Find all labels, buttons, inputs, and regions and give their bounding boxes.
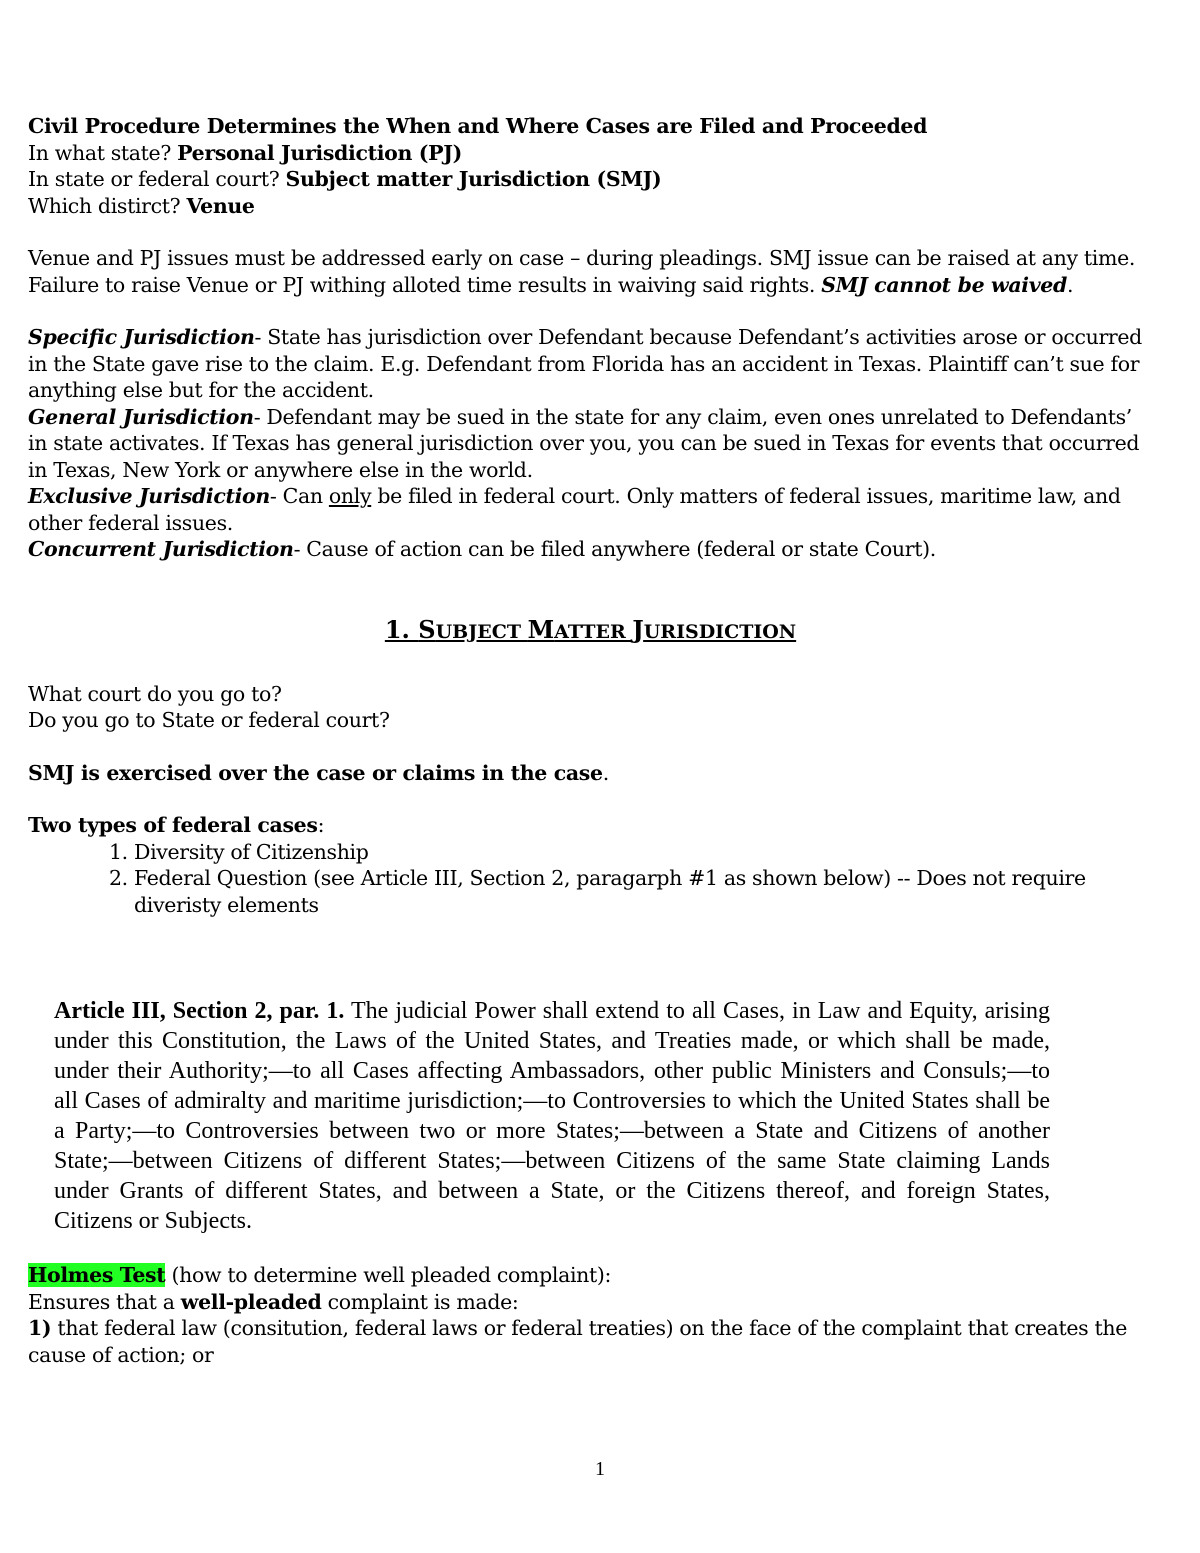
question-line: Do you go to State or federal court? [28, 708, 390, 732]
definition-text: - State has jurisdiction over Defendant because Defendant’s activities arose or occurred in the State gave rise to the claim. E.g. Defendant from Florida has an accident in Texas. Plaintiff can’t sue for anything else but for the accident. [28, 325, 1142, 402]
holmes-item-text: that federal law (consitution, federal laws or federal treaties) on the face of the complaint that creates the cause of action; or [28, 1316, 1128, 1367]
intro-question: In state or federal court? [28, 167, 286, 191]
holmes-line [28, 1289, 1153, 1316]
holmes-line-text: Ensures that a [28, 1289, 181, 1314]
section-heading [28, 615, 1153, 647]
page-content [28, 113, 1153, 1368]
holmes-term: Holmes Test [28, 1263, 166, 1287]
page-number: 1 [595, 1458, 605, 1480]
intro-row-venue [28, 193, 1153, 220]
smj-statement [28, 760, 1153, 787]
list-item: 1. Diversity of Citizenship [134, 839, 1153, 866]
venue-text: Venue and PJ issues must be addressed early on case – during pleadings. SMJ issue can be raised at any time. Failure to raise Venue or PJ withing alloted time results in waiving said rights. [28, 246, 1136, 297]
definition-term: Concurrent Jurisdiction [28, 537, 294, 561]
types-heading-text: Two types of federal cases [28, 813, 318, 837]
article-excerpt [54, 996, 1050, 1236]
intro-answer: Subject matter Jurisdiction (SMJ) [285, 167, 662, 191]
intro-row-smj [28, 166, 1153, 193]
definition-specific [28, 324, 1153, 404]
venue-paragraph [28, 245, 1153, 298]
definition-text: - Can [269, 484, 329, 508]
section-heading-letter: S [418, 614, 436, 644]
types-heading-colon: : [317, 813, 325, 837]
intro-answer: Personal Jurisdiction (PJ) [177, 140, 462, 165]
definition-general [28, 404, 1153, 484]
definition-term: Specific Jurisdiction [28, 325, 255, 349]
definition-concurrent [28, 536, 1153, 563]
article-citation: Article III, Section 2, par. 1. [54, 998, 345, 1024]
section-heading-smallcaps: URISDICTION [643, 620, 797, 643]
holmes-line-bold: well-pleaded [180, 1289, 322, 1314]
section-heading-smallcaps: ATTER [554, 620, 633, 643]
holmes-item [28, 1315, 1153, 1368]
section-heading-letter: M [527, 614, 555, 644]
definition-text: - Cause of action can be filed anywhere (federal or state Court). [293, 537, 936, 561]
types-heading [28, 812, 1153, 839]
smj-statement-bold: SMJ is exercised over the case or claims in the case [28, 760, 603, 785]
smj-waiver-emphasis: SMJ cannot be waived [821, 272, 1067, 297]
holmes-heading [28, 1262, 1153, 1289]
types-list [28, 839, 1153, 919]
section-heading-letter: J [632, 614, 644, 644]
intro-row-pj [28, 140, 1153, 167]
article-text: The judicial Power shall extend to all Cases, in Law and Equity, arising under this Constitution, the Laws of the United States, and Treaties made, or which shall be made, under their Authority;—to all Cases affecting Ambassadors, other public Ministers and Consuls;—to all Cases of admiralty and maritime jurisdiction;—to Controversies to which the United States shall be a Party;—to Controversies between two or more States;—between a State and Citizens of another State;—between Citizens of different States;—between Citizens of the same State claiming Lands under Grants of different States, and between a State, or the Citizens thereof, and foreign States, Citizens or Subjects. [54, 998, 1050, 1234]
list-item: 2. Federal Question (see Article III, Section 2, paragarph #1 as shown below) -- Does not require diveristy elements [134, 865, 1153, 918]
intro-answer: Venue [186, 193, 255, 218]
holmes-item-number: 1) [28, 1316, 52, 1340]
definition-underlined: only [328, 484, 372, 508]
definition-text: be filed in federal court. Only matters of federal issues, maritime law, and other federal issues. [28, 484, 1121, 535]
intro-title: Civil Procedure Determines the When and Where Cases are Filed and Proceeded [28, 114, 928, 138]
question-line: What court do you go to? [28, 681, 282, 706]
definition-term: Exclusive Jurisdiction [28, 484, 270, 508]
holmes-line-text: complaint is made: [321, 1289, 519, 1314]
definition-text: - Defendant may be sued in the state for any claim, even ones unrelated to Defendants’ in state activates. If Texas has general jurisdiction over you, you can be sued in Texas for events that occurred in Texas, New York or anywhere else in the world. [28, 404, 1140, 482]
section-heading-smallcaps: UBJECT [435, 620, 528, 643]
holmes-desc: (how to determine well pleaded complaint): [165, 1263, 612, 1287]
smj-statement-end: . [602, 760, 609, 785]
section-number: 1. [384, 614, 419, 644]
definition-exclusive [28, 483, 1153, 536]
intro-question: Which distirct? [28, 193, 187, 218]
definition-term: General Jurisdiction [28, 404, 254, 429]
intro-question: In what state? [28, 140, 178, 165]
venue-end: . [1066, 272, 1074, 297]
